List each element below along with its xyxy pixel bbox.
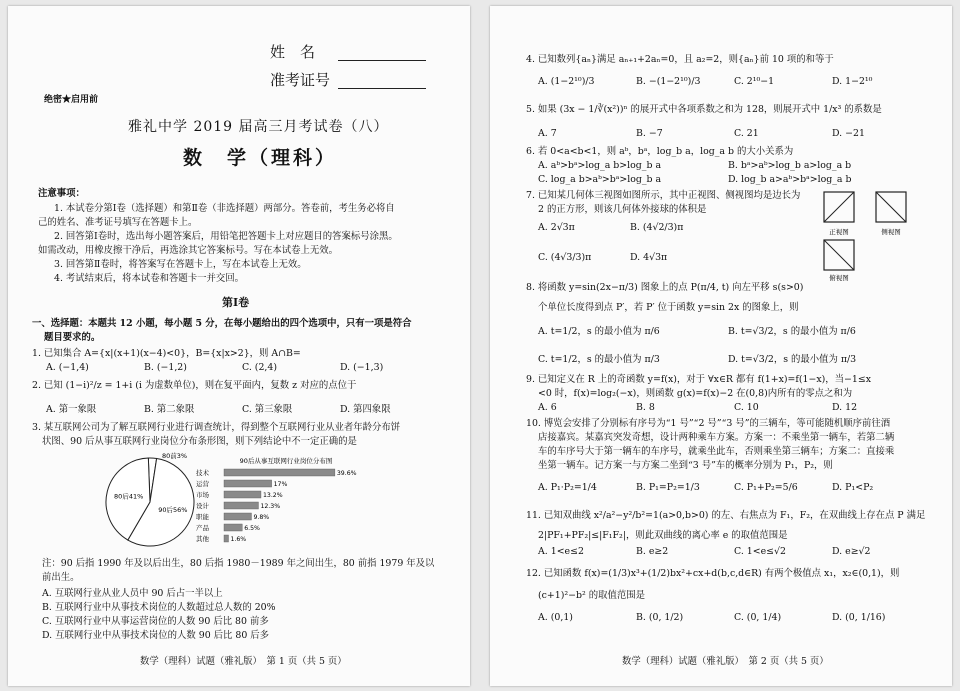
q6-options: [538, 174, 918, 187]
note-line: 己的姓名、准考证号填写在答题卡上。: [38, 217, 198, 228]
option: A. 6: [538, 402, 557, 413]
option: D. P₁<P₂: [832, 482, 874, 493]
option: D. e≥√2: [832, 546, 871, 557]
section-intro: 一、选择题：本题共 12 小题，每小题 5 分，在每小题给出的四个选项中，只有一项是符合: [32, 318, 412, 329]
svg-text:正视图: 正视图: [829, 228, 849, 236]
pie-label: 80后41%: [114, 492, 144, 501]
age-pie-chart: [100, 450, 200, 550]
bar-category-label: 职能: [196, 513, 209, 521]
q3-stem: 状图、90 后从事互联网行业岗位分布条形图，则下列结论中不一定正确的是: [42, 436, 357, 447]
option: D. (−1,3): [340, 362, 384, 373]
q4-stem: 4. 已知数列{aₙ}满足 aₙ₊₁+2aₙ=0，且 a₂=2，则{aₙ}前 10 项的和等于: [526, 54, 834, 65]
option: D. 12: [832, 402, 858, 413]
option: B. bᵃ>aᵇ>log_b a>log_a b: [728, 160, 852, 171]
bar-value-label: 9.8%: [253, 514, 270, 521]
option: B. t=√3/2，s 的最小值为 π/6: [728, 326, 856, 337]
option: D. 1−2¹⁰: [832, 76, 873, 87]
option: B. 第二象限: [144, 404, 195, 415]
q3-note: 注：90 后指 1990 年及以后出生，80 后指 1980－1989 年之间出生，80 前指 1979 年及以: [42, 558, 435, 569]
svg-text:侧视图: 侧视图: [881, 228, 901, 236]
q7-stem: 7. 已知某几何体三视图如图所示，其中正视图、侧视图均是边长为: [526, 190, 801, 201]
bar-category-label: 市场: [196, 491, 209, 499]
option: B. e≥2: [636, 546, 669, 557]
option: A. 7: [538, 128, 557, 139]
option: A. aᵇ>bᵃ>log_a b>log_b a: [538, 160, 662, 171]
option: C. P₁+P₂=5/6: [734, 482, 798, 493]
page-footer: 数学（理科）试题（雅礼版） 第 2 页（共 5 页）: [622, 656, 829, 667]
option: B. (4√2/3)π: [630, 222, 684, 233]
bar-value-label: 13.2%: [262, 492, 283, 499]
exam-page-1: [8, 6, 470, 686]
q3-option: C. 互联网行业中从事运营岗位的人数 90 后比 80 前多: [42, 616, 269, 627]
option: A. 1<e≤2: [538, 546, 584, 557]
bar-value-label: 12.3%: [260, 503, 281, 510]
option: C. log_a b>aᵇ>bᵃ>log_b a: [538, 174, 662, 185]
option: D. log_b a>aᵇ>bᵃ>log_a b: [728, 174, 852, 185]
q8-options: [538, 354, 918, 367]
option: A. 2√3π: [538, 222, 575, 233]
q9-stem: <0 时，f(x)=log₂(−x)，则函数 g(x)=f(x)−2 在(0,8)内所有的零点之和为: [538, 388, 853, 399]
top-view: [824, 240, 854, 282]
pie-label: 80前3%: [162, 452, 188, 460]
bar: [224, 513, 251, 520]
q3-note: 前出生。: [42, 572, 80, 583]
q8-options: [538, 326, 918, 339]
note-line: 4. 考试结束后，将本试卷和答题卡一并交回。: [54, 273, 245, 284]
q9-stem: 9. 已知定义在 R 上的奇函数 y=f(x)，对于 ∀x∈R 都有 f(1+x)=f(1−x)，当−1≤x: [526, 374, 872, 385]
q8-stem: 8. 将函数 y=sin(2x−π/3) 图象上的点 P(π/4, t) 向左平移 s(s>0): [526, 282, 804, 293]
option: A. 第一象限: [46, 404, 97, 415]
school-title: 雅礼中学 2019 届高三月考试卷（八）: [128, 119, 389, 135]
option: D. (0, 1/16): [832, 612, 886, 623]
option: C. 21: [734, 128, 759, 139]
option: A. P₁·P₂=1/4: [538, 482, 597, 493]
front-view: [824, 192, 854, 236]
id-label: 准考证号: [270, 71, 331, 89]
option: B. −7: [636, 128, 663, 139]
secret-mark: 绝密★启用前: [44, 95, 99, 105]
option: C. 10: [734, 402, 759, 413]
exam-page-2: [490, 6, 952, 686]
option: C. (0, 1/4): [734, 612, 782, 623]
q5-stem: 5. 如果 (3x − 1/∛(x²))ⁿ 的展开式中各项系数之和为 128，则展开式中 1/x³ 的系数是: [526, 104, 882, 115]
option: D. 第四象限: [340, 404, 391, 415]
option: A. (−1,4): [46, 362, 89, 373]
bar-chart-title: 90后从事互联网行业岗位分布图: [239, 457, 333, 465]
id-blank: [338, 74, 426, 89]
q6-stem: 6. 若 0<a<b<1，则 aᵇ，bᵃ，log_b a，log_a b 的大小关系为: [526, 146, 794, 157]
option: B. (0, 1/2): [636, 612, 684, 623]
q10-stem: 店接嘉宾。某嘉宾突发奇想，设计两种乘车方案。方案一：不乘坐第一辆车，若第二辆: [538, 432, 895, 443]
q1-stem: 1. 已知集合 A={x|(x+1)(x−4)<0}，B={x|x>2}，则 A∩B=: [32, 348, 301, 359]
bar: [224, 535, 228, 542]
option: B. P₁=P₂=1/3: [636, 482, 700, 493]
q2-stem: 2. 已知 (1−i)²/z = 1+i (i 为虚数单位)，则在复平面内，复数 z 对应的点位于: [32, 380, 357, 391]
note-line: 如需改动，用橡皮擦干净后，再选涂其它答案标号。写在本试卷上无效。: [38, 245, 339, 256]
bar-value-label: 6.5%: [244, 525, 260, 532]
option: D. 4√3π: [630, 252, 668, 263]
note-line: 1. 本试卷分第Ⅰ卷（选择题）和第Ⅱ卷（非选择题）两部分。答卷前，考生务必将自: [54, 203, 395, 214]
option: D. t=√3/2，s 的最小值为 π/3: [728, 354, 857, 365]
bar-value-label: 39.6%: [336, 470, 357, 477]
option: C. (4√3/3)π: [538, 252, 592, 263]
q4-options: [538, 76, 930, 89]
bar-category-label: 产品: [196, 524, 209, 532]
option: B. −(1−2¹⁰)/3: [636, 76, 701, 87]
q11-stem: 11. 已知双曲线 x²/a²−y²/b²=1(a>0,b>0) 的左、右焦点为 F₁，F₂，在双曲线上存在点 P 满足: [526, 510, 926, 521]
q11-stem: 2|PF₁+PF₂|≤|F₁F₂|，则此双曲线的离心率 e 的取值范围是: [538, 530, 788, 541]
bar-value-label: 17%: [273, 481, 288, 488]
bar: [224, 502, 258, 509]
page-footer: 数学（理科）试题（雅礼版） 第 1 页（共 5 页）: [140, 656, 347, 667]
bar: [224, 491, 261, 498]
bar: [224, 480, 272, 487]
q12-options: [538, 612, 930, 625]
bar: [224, 469, 335, 476]
q10-options: [538, 482, 930, 495]
notes-title: 注意事项：: [38, 188, 85, 199]
option: C. 第三象限: [242, 404, 293, 415]
q5-options: [538, 128, 930, 141]
q3-option: B. 互联网行业中从事技术岗位的人数超过总人数的 20%: [42, 602, 276, 613]
bar-category-label: 其他: [196, 535, 209, 543]
name-blank: [338, 46, 426, 61]
option: C. t=1/2，s 的最小值为 π/3: [538, 354, 660, 365]
name-label: 姓 名: [270, 43, 316, 61]
q3-option: D. 互联网行业中从事技术岗位的人数 90 后比 80 后多: [42, 630, 270, 641]
q12-stem: (c+1)²−b² 的取值范围是: [538, 590, 645, 601]
q9-options: [538, 402, 930, 415]
bar-category-label: 技术: [196, 469, 209, 477]
q10-stem: 车的车序号大于第一辆车的车序号，就乘坐此车，否则乘坐第三辆车；方案二：直接乘: [538, 446, 895, 457]
three-view-diagram: [820, 190, 940, 282]
option: B. (−1,2): [144, 362, 187, 373]
pie-label: 90后56%: [158, 506, 188, 515]
side-view: [876, 192, 906, 236]
svg-text:俯视图: 俯视图: [829, 274, 849, 282]
q3-option: A. 互联网行业从业人员中 90 后占一半以上: [42, 588, 223, 599]
q7-stem: 2 的正方形，则该几何体外接球的体积是: [538, 204, 707, 215]
job-bar-chart: [194, 454, 374, 546]
note-line: 3. 回答第Ⅱ卷时，将答案写在答题卡上，写在本试卷上无效。: [54, 259, 307, 270]
q11-options: [538, 546, 930, 559]
q8-stem: 个单位长度得到点 P′，若 P′ 位于函数 y=sin 2x 的图象上，则: [538, 302, 799, 313]
option: C. 2¹⁰−1: [734, 76, 775, 87]
bar-category-label: 设计: [196, 502, 209, 510]
option: C. (2,4): [242, 362, 278, 373]
bar-value-label: 1.6%: [230, 536, 247, 543]
q10-stem: 坐第一辆车。记方案一与方案二坐到“3 号”车的概率分别为 P₁，P₂，则: [538, 460, 833, 471]
subject-title: 数 学（理科）: [183, 147, 338, 169]
q3-stem: 3. 某互联网公司为了解互联网行业进行调查统计，得到整个互联网行业从业者年龄分布饼: [32, 422, 401, 433]
q6-options: [538, 160, 918, 173]
bar: [224, 524, 242, 531]
section-intro: 题目要求的。: [44, 332, 101, 343]
option: A. (1−2¹⁰)/3: [538, 76, 595, 87]
q2-options: [46, 404, 438, 417]
option: B. 8: [636, 402, 655, 413]
q12-stem: 12. 已知函数 f(x)=(1/3)x³+(1/2)bx²+cx+d(b,c,d∈R) 有两个极值点 x₁，x₂∈(0,1)，则: [526, 568, 900, 579]
option: C. 1<e≤√2: [734, 546, 786, 557]
option: D. −21: [832, 128, 865, 139]
section-title: 第Ⅰ卷: [222, 296, 250, 309]
bar-category-label: 运营: [196, 480, 209, 488]
q1-options: [46, 362, 438, 375]
q10-stem: 10. 博览会安排了分别标有序号为“1 号”“2 号”“3 号”的三辆车，等可能随机顺序前往酒: [526, 418, 891, 429]
option: A. (0,1): [538, 612, 573, 623]
note-line: 2. 回答第Ⅰ卷时，选出每小题答案后，用铅笔把答题卡上对应题目的答案标号涂黑。: [54, 231, 398, 242]
option: A. t=1/2，s 的最小值为 π/6: [538, 326, 660, 337]
